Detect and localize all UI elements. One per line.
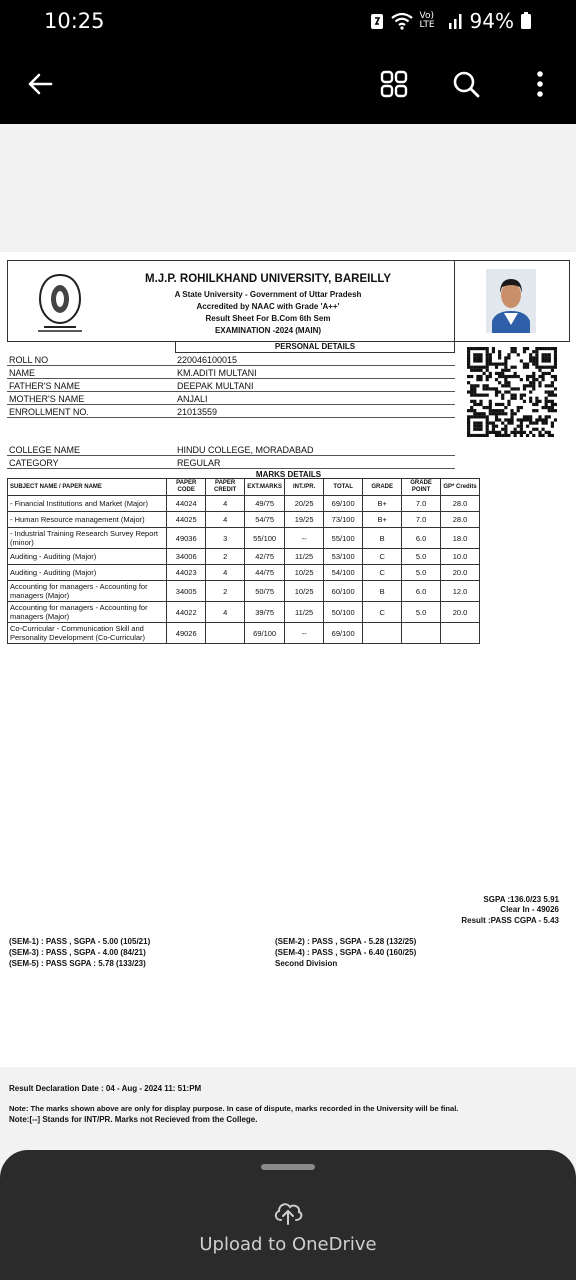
marks-header-cell: INT./PR. [285,479,324,496]
detail-value: 21013559 [177,407,218,417]
marks-cell: 50/75 [245,581,285,602]
marks-row [8,496,480,512]
document-header [7,260,570,342]
subject-name-cell: Auditing - Auditing (Major) [8,549,167,565]
marks-row [8,528,480,549]
detail-row [7,457,455,469]
marks-cell: C [363,565,402,581]
marks-cell: 69/100 [324,623,363,644]
marks-cell: 18.0 [441,528,480,549]
marks-cell: 60/100 [324,581,363,602]
marks-header-cell: PAPER CREDIT [206,479,245,496]
marks-header-cell: EXT.MARKS [245,479,285,496]
back-arrow-icon [27,72,53,96]
subject-name-cell: - Industrial Training Research Survey Report (minor) [8,528,167,549]
marks-cell: -- [285,528,324,549]
marks-cell: 11/25 [285,602,324,623]
status-bar [0,0,576,44]
search-icon [452,70,480,98]
marks-cell: B [363,528,402,549]
wifi-icon [390,12,414,30]
result-sheet-title: Result Sheet For B.Com 6th Sem [205,314,331,323]
marks-cell: C [363,549,402,565]
marks-cell: 5.0 [402,549,441,565]
marks-cell: 19/25 [285,512,324,528]
marks-cell: 34006 [167,549,206,565]
detail-value: KM.ADITI MULTANI [177,368,257,378]
sem-4-result: (SEM-4) : PASS , SGPA - 6.40 (160/25) [275,948,417,957]
status-icons [370,9,532,33]
marks-header-cell: GRADE [363,479,402,496]
int-pr-note: Note:[--] Stands for INT/PR. Marks not Recieved from the College. [9,1115,258,1124]
result-line: Result :PASS CGPA - 5.43 [461,916,559,925]
marks-cell: 49026 [167,623,206,644]
marks-cell: 3 [206,528,245,549]
detail-row [7,380,455,392]
detail-value: REGULAR [177,458,221,468]
marks-row [8,565,480,581]
detail-row [7,354,455,366]
marks-header-cell: PAPER CODE [167,479,206,496]
marks-cell: C [363,602,402,623]
marks-cell: 54/75 [245,512,285,528]
detail-label: ENROLLMENT NO. [9,407,89,417]
marks-row [8,623,480,644]
marks-cell: 10/25 [285,581,324,602]
semester-results-right [275,936,416,969]
network-label: Vo) LTE [419,11,435,30]
marks-cell [206,623,245,644]
display-note: Note: The marks shown above are only for display purpose. In case of dispute, marks recorded in the University will be final. [9,1104,459,1113]
marks-cell [441,623,480,644]
marks-header-cell: GRADE POINT [402,479,441,496]
marks-cell: 6.0 [402,581,441,602]
division: Second Division [275,959,338,968]
marks-cell: 20/25 [285,496,324,512]
document-viewer[interactable] [0,124,576,1280]
marks-cell: 6.0 [402,528,441,549]
subject-name-cell: - Financial Institutions and Market (Major) [8,496,167,512]
marks-cell: 20.0 [441,565,480,581]
marks-cell: 39/75 [245,602,285,623]
detail-label: COLLEGE NAME [9,445,81,455]
detail-value: 220046100015 [177,355,238,365]
marks-cell: 28.0 [441,512,480,528]
marks-row [8,512,480,528]
marks-table [7,478,480,644]
sem-2-result: (SEM-2) : PASS , SGPA - 5.28 (132/25) [275,937,417,946]
grid-view-button[interactable] [372,62,416,106]
marks-cell: 42/75 [245,549,285,565]
subject-name-cell: Auditing - Auditing (Major) [8,565,167,581]
marks-cell: 4 [206,512,245,528]
search-button[interactable] [444,62,488,106]
marks-cell: 54/100 [324,565,363,581]
detail-label: CATEGORY [9,458,59,468]
student-photo [486,269,536,333]
marks-header-cell: TOTAL [324,479,363,496]
marks-details-title: MARKS DETAILS [255,470,322,479]
personal-details-title: PERSONAL DETAILS [175,342,455,353]
marks-cell: 5.0 [402,602,441,623]
marks-row [8,602,480,623]
marks-cell: 28.0 [441,496,480,512]
accreditation-line: Accredited by NAAC with Grade 'A++' [196,302,340,311]
detail-row [7,367,455,379]
subject-name-cell: - Human Resource management (Major) [8,512,167,528]
status-time: 10:25 [44,9,105,33]
grid-view-icon [380,70,408,98]
marks-cell: 2 [206,581,245,602]
marks-header-row [8,479,480,496]
detail-row [7,444,455,456]
more-options-button[interactable] [518,62,562,106]
nfc-icon [370,12,384,30]
detail-row [7,406,455,418]
subject-name-cell: Accounting for managers - Accounting for managers (Major) [8,602,167,623]
detail-value: ANJALI [177,394,208,404]
marks-cell: B+ [363,512,402,528]
marks-cell [402,623,441,644]
detail-label: MOTHER'S NAME [9,394,85,404]
marks-cell: 7.0 [402,496,441,512]
app-bar [0,44,576,124]
detail-label: NAME [9,368,36,378]
university-title: M.J.P. ROHILKHAND UNIVERSITY, BAREILLY [144,273,391,285]
battery-icon [520,12,532,30]
marks-cell: 34005 [167,581,206,602]
university-subtitle: A State University - Government of Uttar Pradesh [174,290,362,299]
marks-cell: B [363,581,402,602]
sem-3-result: (SEM-3) : PASS , SGPA - 4.00 (84/21) [9,948,146,957]
marks-cell: 2 [206,549,245,565]
marks-cell: 4 [206,602,245,623]
marks-cell: 12.0 [441,581,480,602]
detail-label: FATHER'S NAME [9,381,81,391]
marks-cell: 73/100 [324,512,363,528]
more-vert-icon [536,71,544,97]
upload-to-onedrive-button[interactable]: Upload to OneDrive [199,1234,377,1255]
marks-cell: 4 [206,496,245,512]
marks-cell: 69/100 [324,496,363,512]
marks-cell: 7.0 [402,512,441,528]
document-page [0,252,576,1124]
semester-results-left [9,936,150,969]
back-button[interactable] [18,62,62,106]
drag-handle[interactable] [261,1164,315,1170]
detail-row [7,393,455,405]
marks-cell: 69/100 [245,623,285,644]
marks-cell: 4 [206,565,245,581]
marks-header-cell: GP* Credits [441,479,480,496]
battery-percent: 94% [469,9,514,33]
detail-value: HINDU COLLEGE, MORADABAD [177,445,314,455]
marks-row [8,581,480,602]
subject-name-cell: Co-Curricular - Communication Skill and Personality Development (Co-Curricular) [8,623,167,644]
marks-cell: 5.0 [402,565,441,581]
marks-cell: 44025 [167,512,206,528]
marks-cell: 44023 [167,565,206,581]
sgpa-line: SGPA :136.0/23 5.91 [483,895,559,904]
marks-cell: 11/25 [285,549,324,565]
detail-label: ROLL NO [9,355,49,365]
sem-5-result: (SEM-5) : PASS SGPA : 5.78 (133/23) [9,959,146,968]
marks-cell: 49036 [167,528,206,549]
marks-header-cell: SUBJECT NAME / PAPER NAME [8,479,167,496]
marks-cell: 44024 [167,496,206,512]
marks-cell: 49/75 [245,496,285,512]
sem-1-result: (SEM-1) : PASS , SGPA - 5.00 (105/21) [9,937,151,946]
marks-cell: 55/100 [245,528,285,549]
detail-value: DEEPAK MULTANI [177,381,254,391]
subject-name-cell: Accounting for managers - Accounting for managers (Major) [8,581,167,602]
marks-cell: 44/75 [245,565,285,581]
marks-cell: 55/100 [324,528,363,549]
marks-cell: B+ [363,496,402,512]
marks-cell: 44022 [167,602,206,623]
marks-cell [363,623,402,644]
examination-line: EXAMINATION -2024 (MAIN) [214,326,322,335]
bottom-sheet[interactable] [0,1150,576,1280]
declaration-date: Result Declaration Date : 04 - Aug - 2024 11: 51:PM [9,1084,202,1093]
clear-in-line: Clear In - 49026 [500,905,559,914]
marks-cell: 50/100 [324,602,363,623]
qr-code [467,347,557,437]
signal-icon [448,13,464,29]
marks-row [8,549,480,565]
cloud-upload-icon [272,1198,304,1226]
marks-cell: 20.0 [441,602,480,623]
marks-cell: 10/25 [285,565,324,581]
marks-cell: 10.0 [441,549,480,565]
marks-cell: 53/100 [324,549,363,565]
university-logo-icon [28,269,92,333]
marks-cell: -- [285,623,324,644]
